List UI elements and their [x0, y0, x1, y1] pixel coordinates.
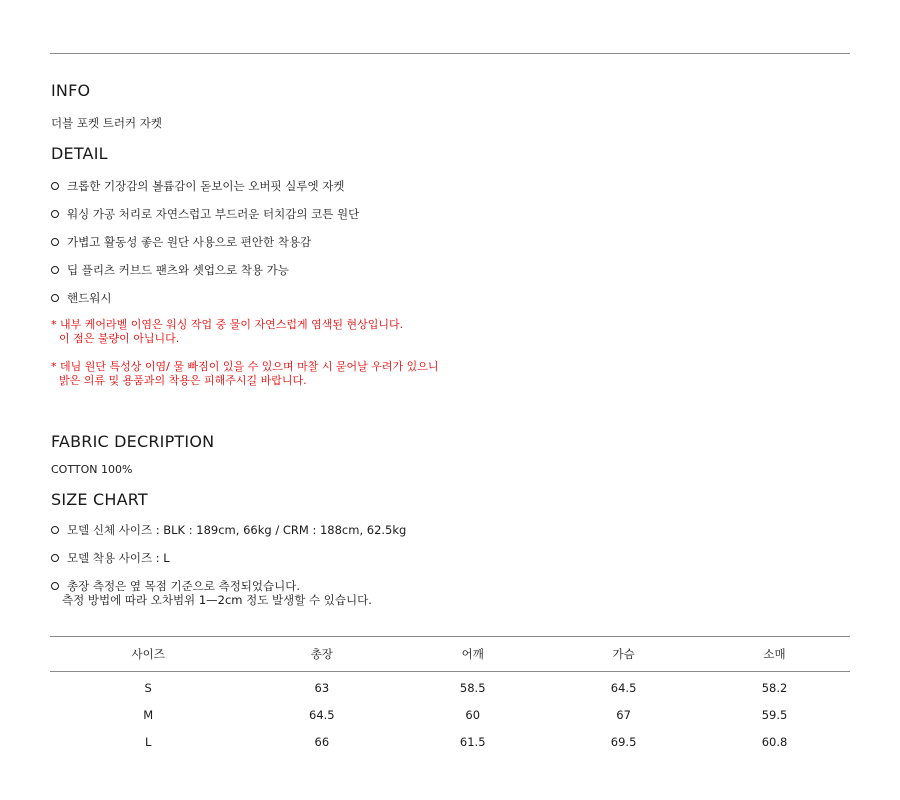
circle-bullet-icon: [51, 294, 59, 302]
table-row: [50, 728, 850, 755]
detail-item: [51, 234, 311, 250]
info-heading: INFO: [51, 81, 91, 100]
fabric-composition: COTTON 100%: [51, 463, 133, 476]
table-row: [50, 672, 850, 702]
column-header-length: 총장: [246, 637, 397, 672]
denim-note: [51, 360, 439, 388]
table-cell: 64.5: [309, 707, 335, 722]
detail-item: [51, 206, 359, 222]
note-line: * 데님 원단 특성상 이염/ 물 빠짐이 있을 수 있으며 마찰 시 묻어날 우려가 있으니: [51, 360, 439, 373]
size-chart-heading: SIZE CHART: [51, 490, 148, 509]
circle-bullet-icon: [51, 238, 59, 246]
table-cell: 60.8: [761, 734, 788, 749]
circle-bullet-icon: [51, 210, 59, 218]
table-cell: L: [144, 734, 152, 749]
size-note-text: 모델 착용 사이즈 : L: [67, 551, 170, 565]
top-divider: [50, 53, 850, 54]
size-table: [50, 637, 850, 755]
table-cell: 60: [465, 707, 481, 722]
detail-item: [51, 262, 289, 278]
detail-item-text: 크롭한 기장감의 볼륨감이 돋보이는 오버핏 실루엣 자켓: [67, 179, 345, 193]
table-cell: 66: [314, 734, 330, 749]
size-note-item: [51, 522, 406, 538]
table-cell: 58.2: [761, 680, 788, 695]
size-note-item: [51, 550, 170, 566]
detail-item-text: 가볍고 활동성 좋은 원단 사용으로 편안한 착용감: [67, 235, 312, 249]
detail-heading: DETAIL: [51, 144, 108, 163]
table-cell: S: [144, 680, 152, 695]
note-line: 이 점은 불량이 아닙니다.: [59, 332, 180, 345]
table-cell: 59.5: [761, 707, 788, 722]
table-row: [50, 701, 850, 728]
product-name: 더블 포켓 트러커 자켓: [51, 116, 162, 130]
detail-item-text: 딥 플리츠 커브드 팬츠와 셋업으로 착용 가능: [67, 263, 289, 277]
table-cell: 67: [616, 707, 631, 722]
table-cell: 64.5: [610, 680, 637, 695]
circle-bullet-icon: [51, 582, 59, 590]
measure-note: 측정 방법에 따라 오차범위 1—2cm 정도 발생할 수 있습니다.: [62, 593, 372, 607]
column-header-sleeve: 소매: [699, 637, 850, 672]
detail-item: [51, 178, 344, 194]
column-header-chest: 가슴: [548, 637, 699, 672]
size-note-text: 총장 측정은 옆 목점 기준으로 측정되었습니다.: [67, 579, 301, 593]
note-line: 밝은 의류 및 용품과의 착용은 피해주시길 바랍니다.: [59, 374, 307, 387]
note-line: * 내부 케어라벨 이염은 워싱 작업 중 물이 자연스럽게 염색된 현상입니다.: [51, 318, 404, 331]
table-cell: M: [143, 707, 154, 722]
circle-bullet-icon: [51, 526, 59, 534]
table-cell: 63: [314, 680, 330, 695]
table-cell: 61.5: [459, 734, 486, 749]
detail-item: [51, 290, 111, 306]
care-label-note: [51, 318, 403, 346]
table-cell: 58.5: [459, 680, 486, 695]
fabric-heading: FABRIC DECRIPTION: [51, 432, 215, 451]
table-cell: 69.5: [610, 734, 637, 749]
detail-item-text: 워싱 가공 처리로 자연스럽고 부드러운 터치감의 코튼 원단: [67, 207, 360, 221]
detail-item-text: 핸드워시: [67, 291, 112, 305]
circle-bullet-icon: [51, 554, 59, 562]
circle-bullet-icon: [51, 266, 59, 274]
circle-bullet-icon: [51, 182, 59, 190]
column-header-shoulder: 어깨: [397, 637, 548, 672]
size-note-text: 모델 신체 사이즈 : BLK : 189cm, 66kg / CRM : 188cm, 62.5kg: [67, 523, 407, 537]
column-header-size: 사이즈: [50, 637, 246, 672]
table-header-row: [50, 637, 850, 672]
